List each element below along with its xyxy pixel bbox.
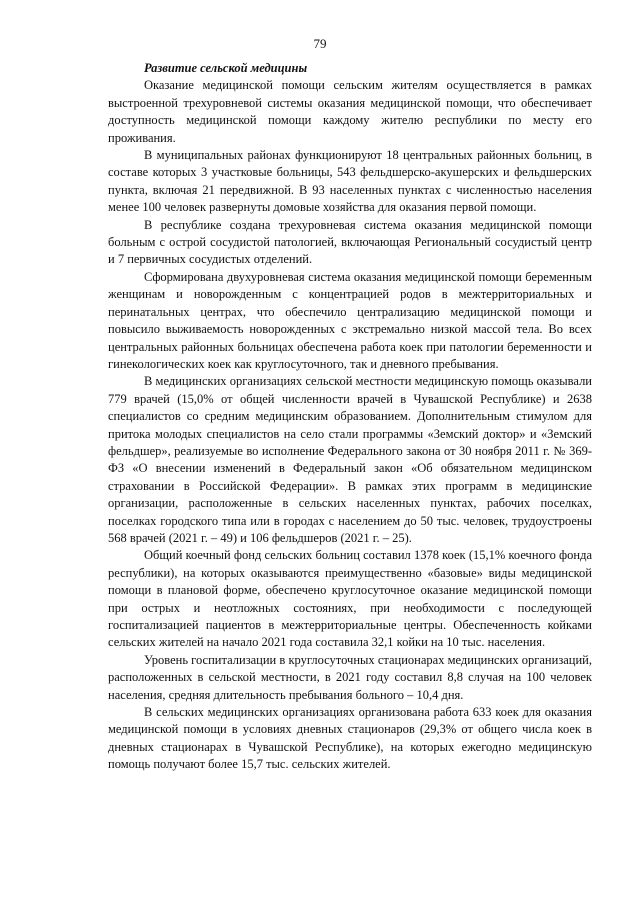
page-content xyxy=(108,60,592,774)
paragraph-medical-staff: В медицинских организациях сельской местности медицинскую помощь оказывали 779 врачей (15,0% от общей численности врачей в Чувашской Республике) и 2638 специалистов со средним медицинским образованием. Дополнительным стимулом для притока молодых специалистов на село стали программы «Земский доктор» и «Земский фельдшер», реализуемые во исполнение Федерального закона от 30 ноября 2011 г. № 369-ФЗ «О внесении изменений в Федеральный закон «Об обязательном медицинском страховании в Российской Федерации». В рамках этих программ в медицинские организации, расположенные в сельских населенных пунктах, рабочих поселках, поселках городского типа или в городах с населением до 50 тыс. человек, трудоустроены 568 врачей (2021 г. – 49) и 106 фельдшеров (2021 г. – 25). xyxy=(108,374,592,545)
page-number: 79 xyxy=(313,36,327,51)
paragraph-hospitalization-level: Уровень госпитализации в круглосуточных стационарах медицинских организаций, расположенных в сельской местности, в 2021 году составил 8,8 случая на 100 человек населения, средняя длительность пребывания больного – 10,4 дня. xyxy=(108,652,592,702)
paragraph-district-hospitals: В муниципальных районах функционируют 18 центральных районных больниц, в составе которых 3 участковые больницы, 543 фельдшерско-акушерских и фельдшерских пункта, включая 21 передвижной. В 93 населенных пунктах с численностью населения менее 100 человек развернуты домовые хозяйства для оказания первой помощи. xyxy=(108,148,592,215)
paragraph-bed-fund: Общий коечный фонд сельских больниц составил 1378 коек (15,1% коечного фонда республики), на которых оказываются преимущественно «базовые» виды медицинской помощи в плановой форме, обеспечено круглосуточное оказание медицинской помощи при острых и неотложных состояниях, при необходимости с последующей госпитализацией пациентов в межтерриториальные центры. Обеспеченность койками сельских жителей на начало 2021 года составила 32,1 койки на 10 тыс. населения. xyxy=(108,548,592,650)
section-title: Развитие сельской медицины xyxy=(144,61,308,75)
paragraph-maternity-care: Сформирована двухуровневая система оказания медицинской помощи беременным женщинам и новорожденным с концентрацией родов в межтерриториальных и перинатальных центрах, что обеспечило централизацию медицинской помощи и повысило выживаемость новорожденных с экстремально низкой массой тела. Во всех центральных районных больницах обеспечена работа коек при патологии беременности и гинекологических коек как круглосуточного, так и дневного пребывания. xyxy=(108,269,592,371)
paragraph-vascular-care: В республике создана трехуровневая система оказания медицинской помощи больным с острой сосудистой патологией, включающая Региональный сосудистый центр и 7 первичных сосудистых отделений. xyxy=(108,217,592,267)
paragraph-rural-care-system: Оказание медицинской помощи сельским жителям осуществляется в рамках выстроенной трехуровневой системы оказания медицинской помощи, что обеспечивает доступность медицинской помощи каждому жителю республики по месту его проживания. xyxy=(108,78,592,145)
paragraph-day-hospitals: В сельских медицинских организациях организована работа 633 коек для оказания медицинской помощи в условиях дневных стационаров (29,3% от общего числа коек в дневных стационарах в Чувашской Республике), на которых ежегодно медицинскую помощь получают более 15,7 тыс. сельских жителей. xyxy=(108,705,592,772)
